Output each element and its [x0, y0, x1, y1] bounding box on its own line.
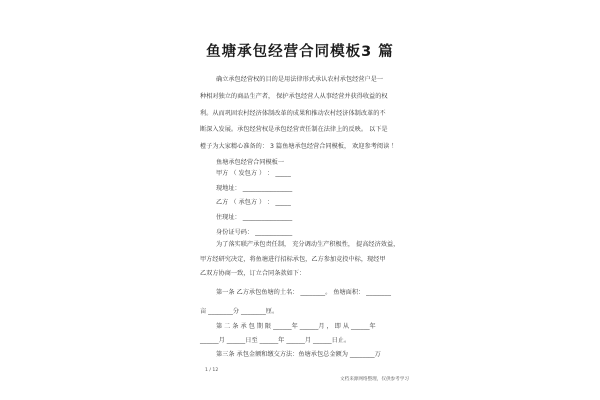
- id-number: 身份证号码： ____________: [216, 229, 293, 236]
- preamble-line-3: 乙双方协商一致，订立合同条款如下：: [200, 270, 306, 277]
- party-a-label: 甲方 （ 发包方 ） ： _____: [216, 170, 291, 177]
- page-indicator: 1 / 12: [205, 368, 219, 373]
- article-3-line-1: 第三条 承包金额和缴交方法：鱼塘承包总金额为 ________万: [216, 351, 381, 358]
- intro-line-2: 种相对独立的商品生产者， 保护承包经营人从事经营并获得收益的权: [200, 93, 388, 100]
- article-2-line-2: ______月 ______日至 ______年 ______月 ______日止。: [200, 337, 351, 344]
- article-1-line-2: 亩 ________分 ________厘。: [200, 308, 279, 315]
- article-2-line-1: 第 二 条 承 包 期 限 ______年 ______月 ， 即 从 ______年: [216, 323, 376, 330]
- document-title: 鱼塘承包经营合同模板3 篇: [206, 44, 394, 60]
- preamble-line-2: 甲方经研究决定，将鱼塘进行招标承包，乙方参加竞投中标，现经甲: [200, 256, 386, 263]
- intro-line-4: 断深入发展。承包经营权是承包经营责任制在法律上的反映。 以下是: [200, 126, 388, 133]
- contract-heading: 鱼塘承包经营合同模板一: [216, 159, 285, 166]
- party-a-address: 现地址： ________________: [216, 185, 293, 192]
- intro-line-3: 利。从而巩固农村经济体制改革的成果和推动农村经济体制改革的不: [200, 110, 386, 117]
- footer-note: 文档来源网络整理，仅供参考学习: [340, 377, 409, 382]
- intro-line-1: 确立承包经营权的目的是用法律形式承认农村承包经营户是一: [216, 76, 384, 83]
- intro-line-5: 橙子为大家精心准备的： 3 篇鱼塘承包经营合同模板， 欢迎参考阅读 ！: [200, 143, 398, 150]
- party-b-label: 乙方 （ 承包方 ） ： _____: [216, 199, 291, 206]
- article-1-line-1: 第一条 乙方承包鱼塘的土名： ________。 鱼塘面积： ________: [216, 289, 391, 296]
- preamble-line-1: 为了落实联产承包责任制， 充分调动生产积极性， 提高经济效益，: [216, 241, 400, 248]
- party-b-address: 住现址： ________________: [216, 214, 293, 221]
